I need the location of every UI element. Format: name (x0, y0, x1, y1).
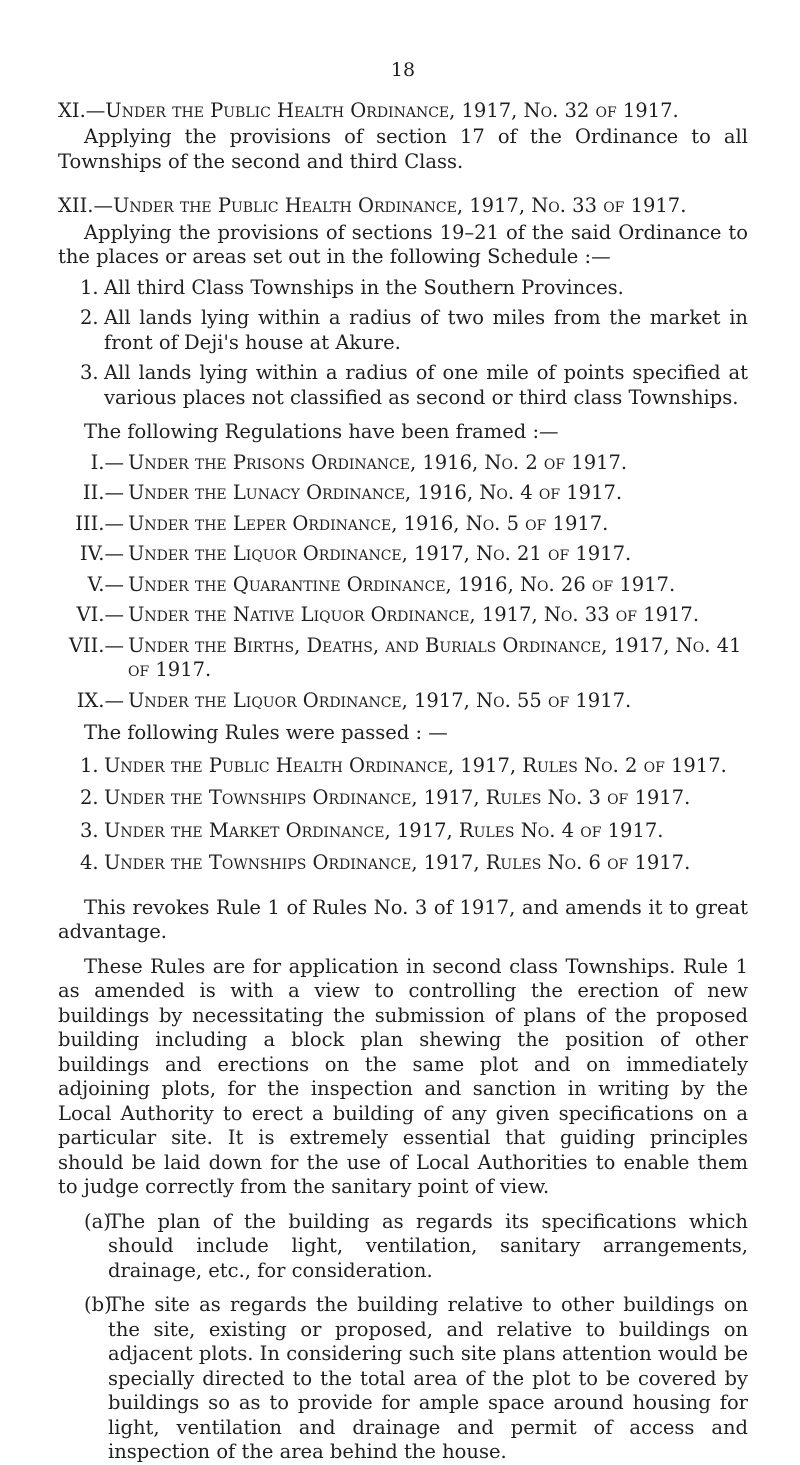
sub-item-a (58, 1210, 748, 1284)
regulation-number: II.— (82, 481, 124, 504)
regulation-text: Under the Liquor Ordinance, 1917, No. 21 of 1917. (128, 542, 632, 565)
rule-number: 2. (80, 786, 99, 809)
regulation-item (58, 512, 748, 537)
schedule-item-text: All lands lying within a radius of two miles from the market in front of Deji's house at Akure. (104, 306, 748, 354)
regulation-item (58, 481, 748, 506)
schedule-item-text: All lands lying within a radius of one mile of points specified at various places not classified as second or third class Townships. (104, 361, 748, 409)
rule-item (58, 819, 748, 844)
rules-explanation-paragraph: These Rules are for application in second class Townships. Rule 1 as amended is with a view to controlling the erection of new buildings by necessitating the submission of plans of the proposed building including a block plan shewing the position of other buildings and erections on the same plot and on immediately adjoining plots, for the inspection and sanction in writing by the Local Authority to erect a building of any given specifications on a particular site. It is extremely essential that guiding principles should be laid down for the use of Local Authorities to enable them to judge correctly from the sanitary point of view. (58, 954, 748, 1198)
rule-number: 1. (80, 753, 99, 777)
section-body-xi: Applying the provisions of section 17 of the Ordinance to all Townships of the second and third Class. (58, 125, 748, 173)
rule-text: Under the Market Ordinance, 1917, Rules No. 4 of 1917. (104, 818, 664, 842)
schedule-item-number: 1. (80, 275, 99, 299)
rule-text: Under the Public Health Ordinance, 1917, Rules No. 2 of 1917. (104, 753, 727, 777)
regulation-text: Under the Liquor Ordinance, 1917, No. 55 of 1917. (128, 688, 632, 712)
schedule-item (58, 276, 748, 301)
regulations-intro: The following Regulations have been framed :— (84, 420, 559, 443)
regulation-item (58, 451, 748, 476)
sub-item-text: The plan of the building as regards its specifications which should include light, ventilation, sanitary arrangements, drainage, etc., for consideration. (108, 1209, 748, 1282)
sub-item-label: (b) (84, 1293, 112, 1316)
section-body-xii: Applying the provisions of sections 19–21 of the said Ordinance to the places or areas set out in the following Schedule :— (58, 220, 748, 268)
regulation-text: Under the Births, Deaths, and Burials Ordinance, 1917, No. 41 of 1917. (128, 633, 742, 681)
schedule-item-number: 2. (80, 306, 99, 329)
regulation-number: V.— (87, 572, 124, 596)
section-heading-xii: XII.—Under the Public Health Ordinance, 1917, No. 33 of 1917. (58, 194, 687, 217)
schedule-item-text: All third Class Townships in the Southern Provinces. (104, 275, 624, 299)
rule-item (58, 851, 748, 876)
regulation-item (58, 689, 748, 714)
sub-item-label: (a) (84, 1209, 111, 1233)
regulation-item (58, 634, 748, 683)
regulation-item (58, 542, 748, 567)
rule-item (58, 786, 748, 811)
regulation-number: IX.— (76, 688, 124, 712)
regulation-number: VI.— (76, 603, 124, 626)
regulation-text: Under the Lunacy Ordinance, 1916, No. 4 of 1917. (128, 481, 623, 504)
regulation-item (58, 573, 748, 598)
schedule-item-number: 3. (80, 361, 99, 384)
sub-item-b (58, 1293, 748, 1465)
regulation-number: VII.— (68, 633, 124, 657)
regulation-text: Under the Quarantine Ordinance, 1916, No. 26 of 1917. (128, 572, 676, 596)
rules-intro: The following Rules were passed : — (84, 721, 448, 744)
revocation-paragraph: This revokes Rule 1 of Rules No. 3 of 1917, and amends it to great advantage. (58, 895, 748, 943)
regulation-text: Under the Leper Ordinance, 1916, No. 5 of 1917. (128, 511, 609, 535)
rule-number: 3. (80, 818, 99, 842)
regulation-text: Under the Prisons Ordinance, 1916, No. 2 of 1917. (128, 450, 628, 474)
regulation-item (58, 603, 748, 628)
regulation-number: III.— (75, 511, 124, 535)
regulation-number: IV.— (79, 542, 124, 565)
schedule-item (58, 306, 748, 355)
schedule-item (58, 361, 748, 410)
rule-text: Under the Townships Ordinance, 1917, Rules No. 6 of 1917. (104, 851, 691, 874)
rule-item (58, 754, 748, 779)
rule-number: 4. (80, 851, 99, 874)
regulation-text: Under the Native Liquor Ordinance, 1917, No. 33 of 1917. (128, 603, 700, 626)
sub-item-text: The site as regards the building relative to other buildings on the site, existing or proposed, and relative to buildings on adjacent plots. In considering such site plans attention would be specially directed to the total area of the plot to be covered by buildings so as to provide for ample space around housing for light, ventilation and drainage and permit of access and inspection of the area behind the house. (108, 1293, 748, 1463)
regulation-number: I.— (90, 450, 124, 474)
rule-text: Under the Townships Ordinance, 1917, Rules No. 3 of 1917. (104, 786, 691, 809)
section-heading-xi: XI.—Under the Public Health Ordinance, 1917, No. 32 of 1917. (58, 98, 679, 122)
page-number: 18 (390, 59, 416, 81)
